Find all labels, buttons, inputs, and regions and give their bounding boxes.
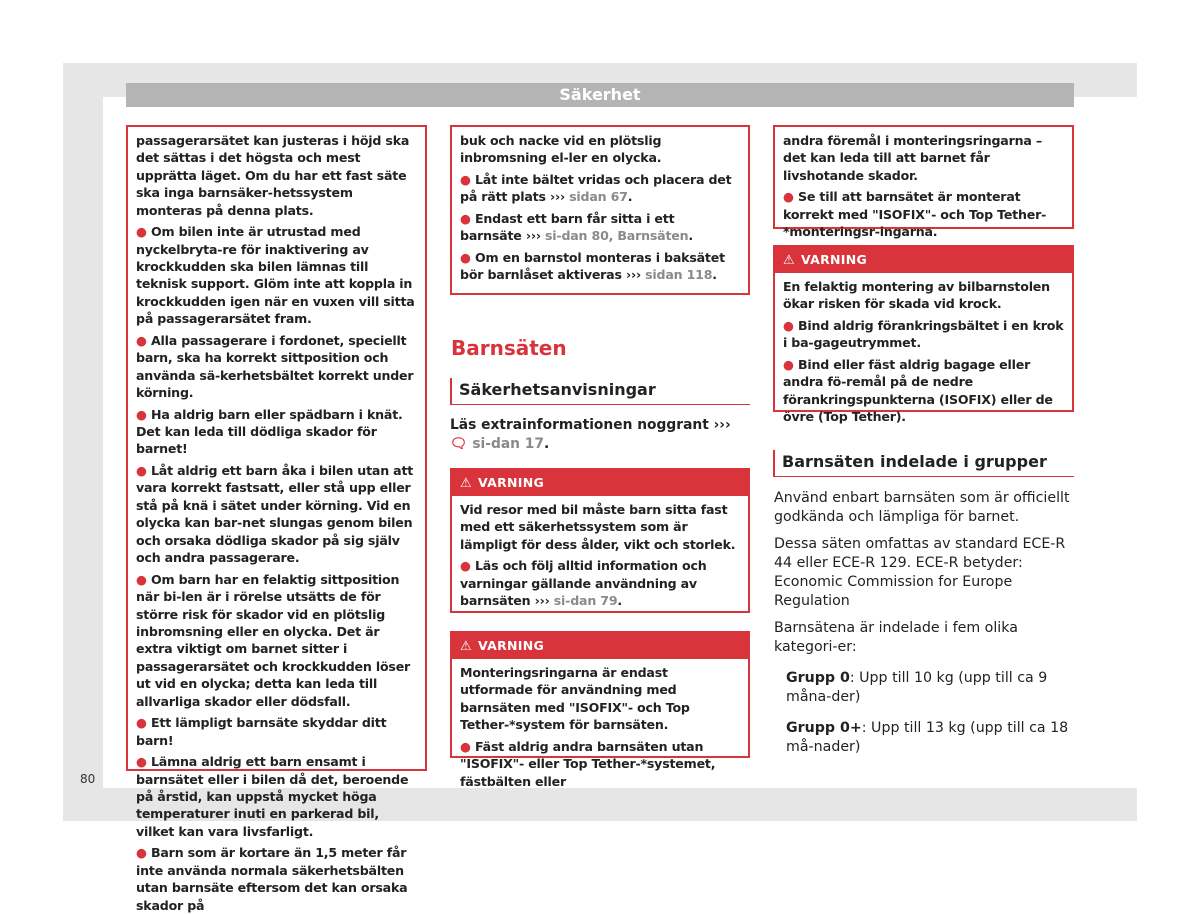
group-item: Grupp 0: Upp till 10 kg (upp till ca 9 måna-der) <box>786 670 1048 705</box>
list-item: ● Läs och följ alltid information och varningar gällande användning av barnsäten ››› si-dan 79. <box>460 558 707 609</box>
col1-warning-continued <box>126 125 427 913</box>
list-item: ● Alla passagerare i fordonet, speciellt barn, ska ha korrekt sittposition och använda sä-kerhetsbältet korrekt under körning. <box>136 332 414 401</box>
paragraph: Monteringsringarna är endast utformade för användning med barnsäten med "ISOFIX"- och Top Tether-*system för barnsäten. <box>460 665 690 733</box>
paragraph: Vid resor med bil måste barn sitta fast med ett säkerhetssystem som är lämpligt för dess ålder, vikt och storlek. <box>460 502 736 552</box>
warning-box <box>450 631 750 789</box>
section-subtitle: Säkerhetsanvisningar <box>450 378 750 405</box>
list-item: ● Ett lämpligt barnsäte skyddar ditt barn! <box>136 715 387 748</box>
warning-triangle-icon: ⚠ <box>783 253 795 268</box>
list-item: ● Låt aldrig ett barn åka i bilen utan att vara korrekt fastsatt, eller stå upp eller stå på knä i sätet under körning. Vid en olycka kan bar-net slungas genom bilen och orsaka dödliga skador på sig själv och andra passagerare. <box>136 463 414 566</box>
page-link[interactable]: si-dan 80, Barnsäten <box>545 228 689 244</box>
list-item: ● Bind eller fäst aldrig bagage eller andra fö-remål på de nedre förankringspunkterna (ISOFIX) eller de övre (Top Tether). <box>783 357 1053 425</box>
paragraph: Använd enbart barnsäten som är officiellt godkända och lämpliga för barnet. <box>774 490 1070 525</box>
list-item: ● Barn som är kortare än 1,5 meter får inte använda normala säkerhetsbälten utan barnsäte eftersom det kan orsaka skador på <box>136 845 408 913</box>
intro-note: Läs extrainformationen noggrant ››› 🗨 si-dan 17. <box>450 417 731 452</box>
list-item: ● Endast ett barn får sitta i ett barnsäte ››› si-dan 80, Barnsäten. <box>460 211 693 244</box>
page-link[interactable]: sidan 67 <box>569 189 628 205</box>
warning-box <box>450 468 750 613</box>
warning-header: ⚠ VARNING <box>775 247 1072 273</box>
list-item: ● Om barn har en felaktig sittposition när bi-len är i rörelse utsätts de för större risk för skador vid en plötslig inbromsning eller en olycka. Det är extra viktigt om barnet sitter i passagerarsätet och krockkudden löser ut vid en olycka; detta kan leda till allvarliga skador eller dödsfall. <box>136 571 411 709</box>
paragraph: Barnsätena är indelade i fem olika kategori-er: <box>774 620 1018 655</box>
section-title: Barnsäten <box>451 336 567 360</box>
page-link[interactable]: si-dan 79 <box>553 593 618 609</box>
list-item: ● Om bilen inte är utrustad med nyckelbryta-re för inaktivering av krockkudden ska bilen lämnas till teknisk support. Glöm inte att koppla in krockkudden igen när en vuxen vill sitta på passagerarsätet fram. <box>136 224 415 327</box>
list-item: ● Se till att barnsätet är monterat korrekt med "ISOFIX"- och Top Tether-*monteringsr-ingarna. <box>783 189 1047 240</box>
list-item: ● Lämna aldrig ett barn ensamt i barnsätet eller i bilen då det, beroende på årstid, kan uppstå mycket höga temperaturer inuti en parkerad bil, vilket kan vara livsfarligt. <box>136 754 409 839</box>
page-link[interactable]: si-dan 17 <box>472 436 545 452</box>
paragraph: En felaktig montering av bilbarnstolen ökar risken för skada vid krock. <box>783 279 1050 312</box>
group-item: Grupp 0+: Upp till 13 kg (upp till ca 18 må-nader) <box>786 720 1069 755</box>
heading-accent <box>450 378 452 404</box>
list-item: ● Om en barnstol monteras i baksätet bör barnlåset aktiveras ››› sidan 118. <box>460 250 725 283</box>
warning-header: ⚠ VARNING <box>452 470 748 496</box>
heading-accent <box>773 450 775 476</box>
paragraph: buk och nacke vid en plötslig inbromsning el-ler en olycka. <box>460 133 662 166</box>
warning-box <box>773 245 1074 425</box>
warning-header: ⚠ VARNING <box>452 633 748 659</box>
col3-warning-continued <box>773 125 1074 240</box>
list-item: ● Fäst aldrig andra barnsäten utan "ISOFIX"- eller Top Tether-*systemet, fästbälten eller <box>460 738 716 789</box>
groups-heading: Barnsäten indelade i grupper <box>773 450 1074 477</box>
groups-body <box>774 489 1074 765</box>
list-item: ● Låt inte bältet vridas och placera det på rätt plats ››› sidan 67. <box>460 172 732 205</box>
list-item: ● Bind aldrig förankringsbältet i en krok i ba-gageutrymmet. <box>783 318 1064 351</box>
note-icon: 🗨 <box>450 436 468 452</box>
warning-triangle-icon: ⚠ <box>460 476 472 491</box>
paragraph: andra föremål i monteringsringarna – det kan leda till att barnet får livshotande skador. <box>783 133 1042 183</box>
paragraph: passagerarsätet kan justeras i höjd ska det sättas i det högsta och mest upprätta läget. Om du har ett fast säte ska inga barnsäker-hetssystem monteras på denna plats. <box>136 133 410 218</box>
paragraph: Dessa säten omfattas av standard ECE-R 44 eller ECE-R 129. ECE-R betyder: Economic Commission for Europe Regulation <box>774 536 1066 609</box>
col2-warning-continued <box>450 125 750 295</box>
page-number: 80 <box>80 772 96 786</box>
page-link[interactable]: sidan 118 <box>645 267 713 283</box>
list-item: ● Ha aldrig barn eller spädbarn i knät. Det kan leda till dödliga skador för barnet! <box>136 406 403 457</box>
chapter-header: Säkerhet <box>126 83 1074 107</box>
warning-triangle-icon: ⚠ <box>460 639 472 654</box>
